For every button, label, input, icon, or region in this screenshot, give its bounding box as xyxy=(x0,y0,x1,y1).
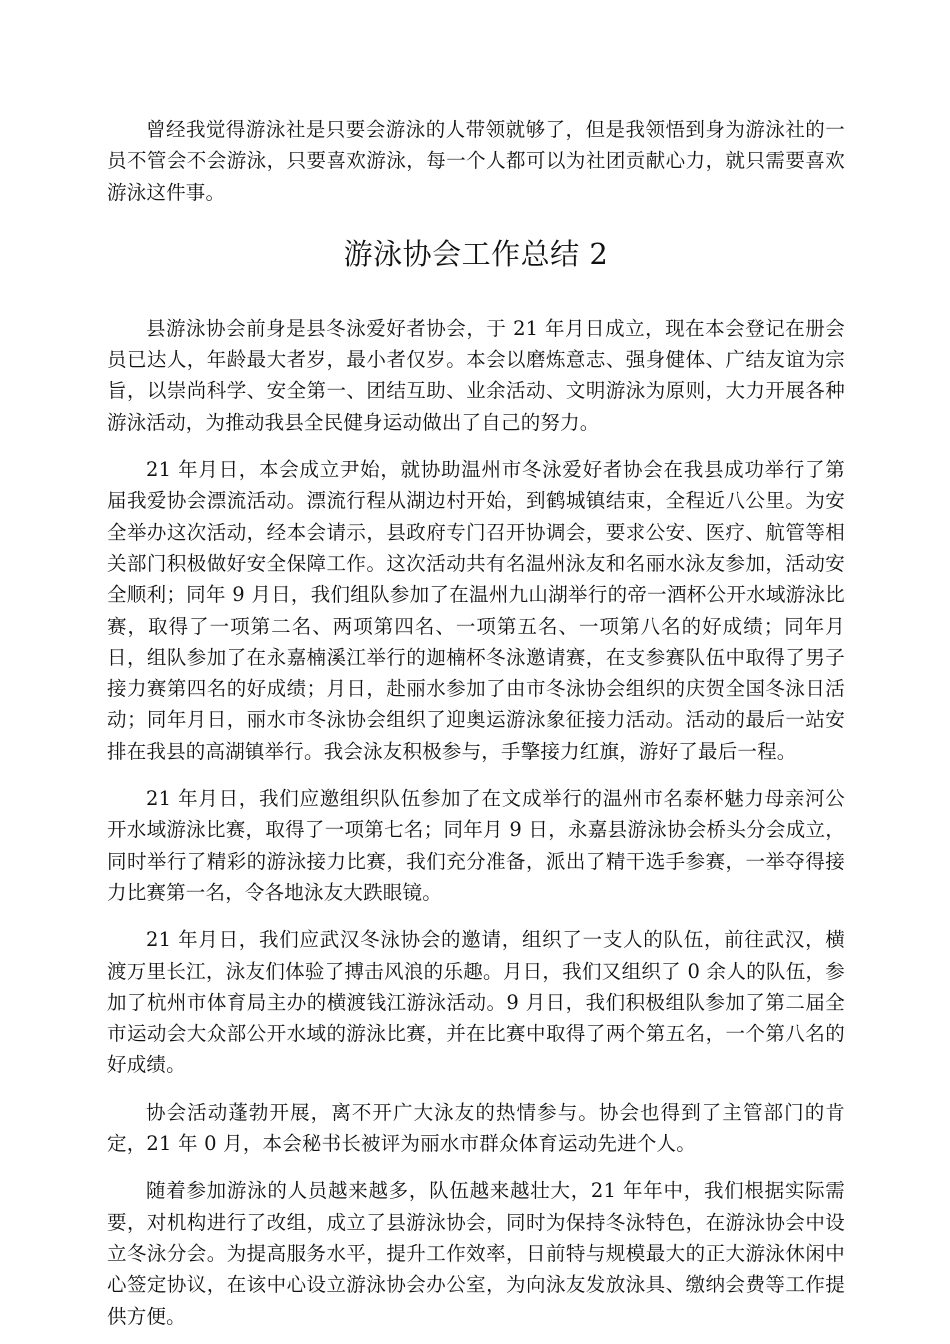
section-title: 游泳协会工作总结 2 xyxy=(343,236,609,271)
intro-paragraph: 曾经我觉得游泳社是只要会游泳的人带领就够了，但是我领悟到身为游泳社的一员不管会不会游泳，只要喜欢游泳，每一个人都可以为社团贡献心力，就只需要喜欢游泳这件事。 xyxy=(107,118,845,204)
body-paragraph-4: 21 年月日，我们应武汉冬泳协会的邀请，组织了一支人的队伍，前往武汉，横渡万里长江，泳友们体验了搏击风浪的乐趣。月日，我们又组织了 0 余人的队伍，参加了杭州市体育局主办的横渡钱江游泳活动。9 月日，我们积极组队参加了第二届全市运动会大众部公开水域的游泳比赛，并在比赛中取得了两个第五名，一个第八名的好成绩。 xyxy=(107,928,845,1077)
body-paragraph-5: 协会活动蓬勃开展，离不开广大泳友的热情参与。协会也得到了主管部门的肯定，21 年 0 月，本会秘书长被评为丽水市群众体育运动先进个人。 xyxy=(107,1100,845,1156)
body-paragraph-3: 21 年月日，我们应邀组织队伍参加了在文成举行的温州市名泰杯魅力母亲河公开水域游泳比赛，取得了一项第七名；同年月 9 日，永嘉县游泳协会桥头分会成立，同时举行了精彩的游泳接力比赛，我们充分准备，派出了精干选手参赛，一举夺得接力比赛第一名，令各地泳友大跌眼镜。 xyxy=(107,787,845,904)
body-paragraph-6: 随着参加游泳的人员越来越多，队伍越来越壮大，21 年年中，我们根据实际需要，对机构进行了改组，成立了县游泳协会，同时为保持冬泳特色，在游泳协会中设立冬泳分会。为提高服务水平，提升工作效率，日前特与规模最大的正大游泳休闲中心签定协议，在该中心设立游泳协会办公室，为向泳友发放泳具、缴纳会费等工作提供方便。 xyxy=(107,1179,845,1328)
body-paragraph-2: 21 年月日，本会成立尹始，就协助温州市冬泳爱好者协会在我县成功举行了第届我爱协会漂流活动。漂流行程从湖边村开始，到鹤城镇结束，全程近八公里。为安全举办这次活动，经本会请示，县政府专门召开协调会，要求公安、医疗、航管等相关部门积极做好安全保障工作。这次活动共有名温州泳友和名丽水泳友参加，活动安全顺利；同年 9 月日，我们组队参加了在温州九山湖举行的帝一酒杯公开水域游泳比赛，取得了一项第二名、两项第四名、一项第五名、一项第八名的好成绩；同年月日，组队参加了在永嘉楠溪江举行的迦楠杯冬泳邀请赛，在支参赛队伍中取得了男子接力赛第四名的好成绩；月日，赴丽水参加了由市冬泳协会组织的庆贺全国冬泳日活动；同年月日，丽水市冬泳协会组织了迎奥运游泳象征接力活动。活动的最后一站安排在我县的高湖镇举行。我会泳友积极参与，手擎接力红旗，游好了最后一程。 xyxy=(107,458,845,763)
body-paragraph-1: 县游泳协会前身是县冬泳爱好者协会，于 21 年月日成立，现在本会登记在册会员已达人，年龄最大者岁，最小者仅岁。本会以磨炼意志、强身健体、广结友谊为宗旨，以崇尚科学、安全第一、团结互助、业余活动、文明游泳为原则，大力开展各种游泳活动，为推动我县全民健身运动做出了自己的努力。 xyxy=(107,316,845,434)
document-body xyxy=(107,114,845,1332)
